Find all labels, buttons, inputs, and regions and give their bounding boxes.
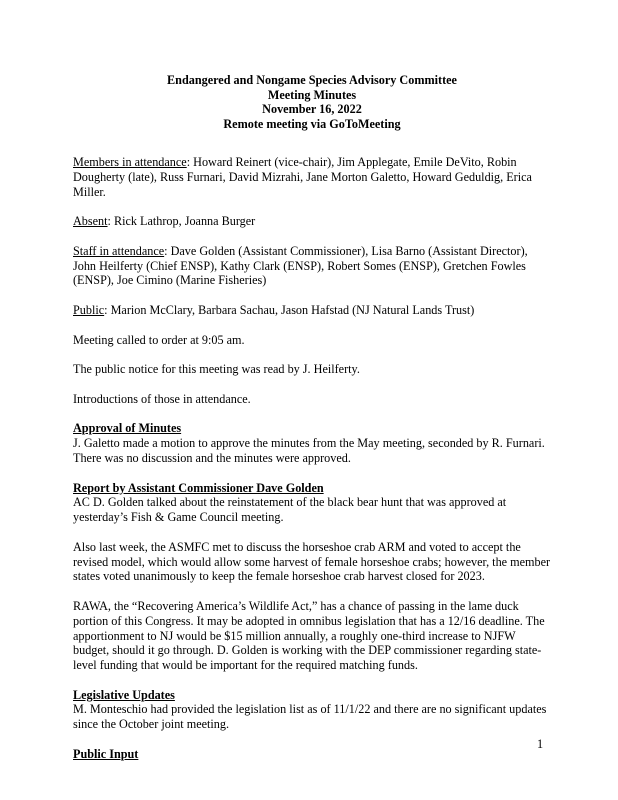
meeting-date: November 16, 2022 [262,102,362,116]
report-section [73,481,551,525]
members-paragraph [73,155,551,199]
document-body [73,155,551,762]
report-heading: Report by Assistant Commissioner Dave Golden [73,480,324,495]
meeting-location: Remote meeting via GoToMeeting [223,116,401,131]
public-label: Public [73,302,105,317]
report-paragraph-2: Also last week, the ASMFC met to discuss the horseshoe crab ARM and voted to accept the revised model, which would allow some harvest of female horseshoe crabs; however, the member states voted unanimously to keep the female horseshoe crab harvest closed for 2023. [73,539,551,584]
members-label: Members in attendance [73,155,187,169]
page-number: 1 [537,737,544,751]
absent-paragraph [73,214,551,229]
staff-text: : Dave Golden (Assistant Commissioner), Lisa Barno (Assistant Director), John Heilferty (Chief ENSP), Kathy Clark (ENSP), Robert Somes (ENSP), Gretchen Fowles (ENSP), Joe Cimino (Marine Fisheries) [73,243,528,288]
legislative-heading: Legislative Updates [73,687,175,702]
report-paragraph-3: RAWA, the “Recovering America’s Wildlife Act,” has a chance of passing in the lame duck portion of this Congress. It may be adopted in omnibus legislation that has a 12/16 deadline. The apportionment to NJ would be $15 million annually, a roughly one-third increase to NJFW budget, should it go through. D. Golden is working with the DEP commissioner regarding state-level funding that would be important for the required matching funds. [73,598,545,673]
public-text: : Marion McClary, Barbara Sachau, Jason Hafstad (NJ Natural Lands Trust) [104,302,475,317]
absent-text: : Rick Lathrop, Joanna Burger [107,214,256,229]
absent-label: Absent [73,214,108,229]
document-title: Meeting Minutes [267,87,357,102]
approval-heading: Approval of Minutes [73,421,182,436]
approval-section [73,421,551,465]
report-paragraph-1: AC D. Golden talked about the reinstatement of the black bear hunt that was approved at yesterday’s Fish & Game Council meeting. [73,495,507,525]
call-to-order: Meeting called to order at 9:05 am. [73,332,245,347]
staff-label: Staff in attendance [73,243,165,258]
members-text: : Howard Reinert (vice-chair), Jim Applegate, Emile DeVito, Robin Dougherty (late), Russ Furnari, David Mizrahi, Jane Morton Galetto, Howard Geduldig, Erica Miller. [73,155,532,199]
committee-title: Endangered and Nongame Species Advisory Committee [167,73,457,87]
document-header [73,73,551,131]
public-input-heading: Public Input [73,746,139,761]
introductions: Introductions of those in attendance. [73,391,251,406]
public-notice: The public notice for this meeting was read by J. Heilferty. [73,362,360,377]
legislative-text: M. Monteschio had provided the legislation list as of 11/1/22 and there are no significant updates since the October joint meeting. [73,702,547,732]
public-paragraph [73,303,551,318]
approval-text: J. Galetto made a motion to approve the minutes from the May meeting, seconded by R. Furnari. There was no discussion and the minutes were approved. [73,436,545,465]
staff-paragraph [73,244,551,288]
legislative-section [73,688,551,732]
